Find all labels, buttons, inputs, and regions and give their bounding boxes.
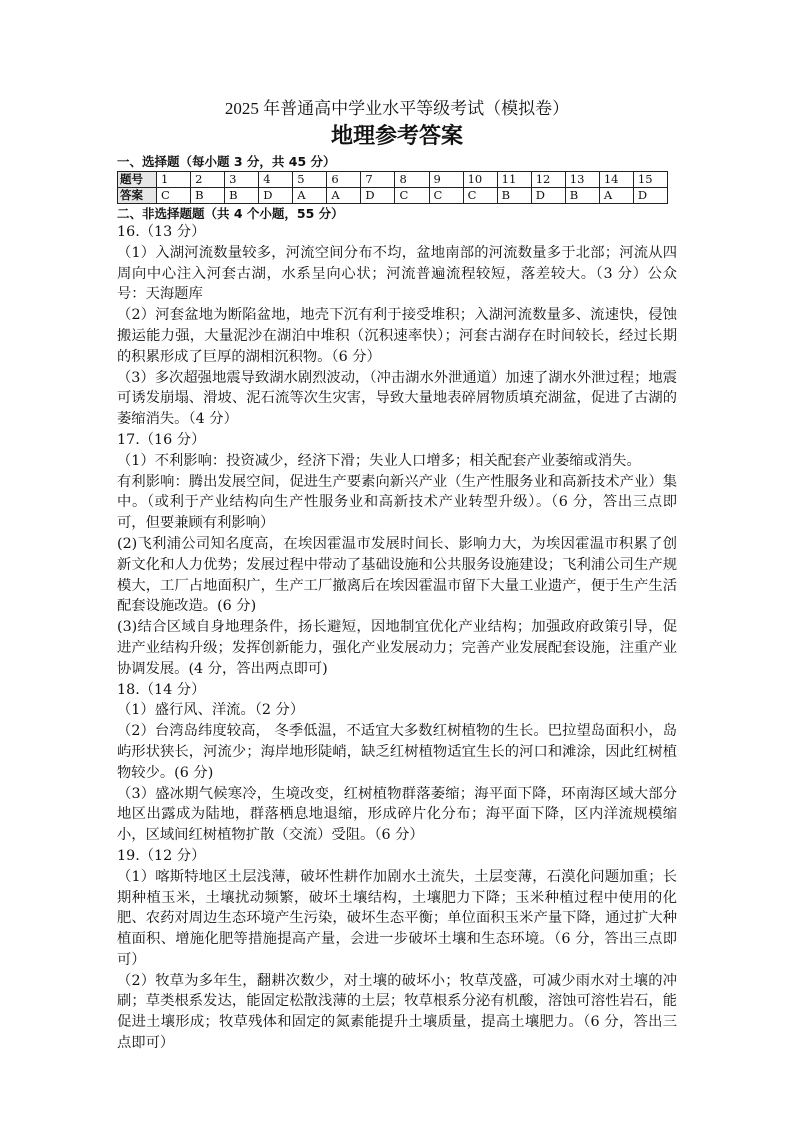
answer-paragraph: (2)飞利浦公司知名度高，在埃因霍温市发展时间长、影响力大，为埃因霍温市积累了创新文化和人力优势；发展过程中带动了基础设施和公共服务设施建设；飞利浦公司生产规模大，工厂占地面积广，生产工厂撤离后在埃因霍温市留下大量工业遗产，便于生产生活配套设施改造。(6 分) xyxy=(117,535,677,615)
section2-heading: 二、非选择题题（共 4 个小题，55 分） xyxy=(117,206,344,221)
answer-body xyxy=(117,222,677,1054)
table-cell: D xyxy=(259,188,293,204)
table-cell: 4 xyxy=(259,172,293,188)
table-cell: 10 xyxy=(463,172,497,188)
answer-table xyxy=(117,171,668,204)
table-cell: B xyxy=(497,188,531,204)
table-cell: 8 xyxy=(395,172,429,188)
table-cell: 12 xyxy=(531,172,565,188)
table-cell: D xyxy=(361,188,395,204)
question-number-row xyxy=(118,172,668,188)
question-16-heading: 16.（13 分） xyxy=(117,224,206,240)
table-cell: 6 xyxy=(327,172,361,188)
table-cell: A xyxy=(327,188,361,204)
answer-paragraph: （1）盛行风、洋流。（2 分） xyxy=(117,702,305,719)
table-cell: D xyxy=(531,188,565,204)
table-cell: 14 xyxy=(599,172,633,188)
table-cell: B xyxy=(225,188,259,204)
page-title: 地理参考答案 xyxy=(330,124,463,149)
answer-paragraph: （1）不利影响：投资减少，经济下滑；失业人口增多；相关配套产业萎缩或消失。 xyxy=(117,452,641,469)
table-cell: D xyxy=(633,188,667,204)
row-header-question: 题号 xyxy=(118,172,157,188)
question-18-heading: 18.（14 分） xyxy=(117,681,206,698)
answer-paragraph: （3）盛冰期气候寒冷，生境改变，红树植物群落萎缩；海平面下降，环南海区域大部分地区出露成为陆地，群落栖息地退缩，形成碎片化分布；海平面下降，区内洋流规模缩小，区域间红树植物扩散（交流）受阻。（6 分） xyxy=(117,785,677,844)
table-cell: B xyxy=(565,188,599,204)
table-cell: C xyxy=(157,188,191,204)
table-cell: C xyxy=(429,188,463,204)
table-cell: 15 xyxy=(633,172,667,188)
table-cell: 2 xyxy=(191,172,225,188)
table-cell: C xyxy=(463,188,497,204)
answer-paragraph: （2）台湾岛纬度较高， 冬季低温，不适宜大多数红树植物的生长。巴拉望岛面积小，岛屿形状狭长，河流少；海岸地形陡峭，缺乏红树植物适宜生长的河口和滩涂，因此红树植物较少。(6 分) xyxy=(117,723,677,781)
table-cell: 11 xyxy=(497,172,531,188)
answer-paragraph: （2）河套盆地为断陷盆地，地壳下沉有利于接受堆积；入湖河流数量多、流速快，侵蚀搬运能力强，大量泥沙在湖泊中堆积（沉积速率快）；河套古湖存在时间较长，经过长期的积累形成了巨厚的湖相沉积物。（6 分） xyxy=(117,307,677,365)
table-cell: A xyxy=(293,188,327,204)
answer-paragraph: （3）多次超强地震导致湖水剧烈波动，（冲击湖水外泄通道）加速了湖水外泄过程；地震可诱发崩塌、滑坡、泥石流等次生灾害，导致大量地表碎屑物质填充湖盆，促进了古湖的萎缩消失。（4 分） xyxy=(117,369,677,428)
answer-sheet xyxy=(117,96,677,1054)
table-cell: 5 xyxy=(293,172,327,188)
section1-heading: 一、选择题（每小题 3 分，共 45 分） xyxy=(117,154,336,169)
table-cell: A xyxy=(599,188,633,204)
table-cell: 7 xyxy=(361,172,395,188)
answer-paragraph: （2）牧草为多年生，翻耕次数少，对土壤的破坏小；牧草茂盛，可减少雨水对土壤的冲刷；草类根系发达，能固定松散浅薄的土层；牧草根系分泌有机酸，溶蚀可溶性岩石，能促进土壤形成；牧草残体和固定的氮素能提升土壤质量，提高土壤肥力。（6 分，答出三点即可） xyxy=(117,972,677,1052)
table-cell: 3 xyxy=(225,172,259,188)
question-19-heading: 19.（12 分） xyxy=(117,847,206,864)
answer-paragraph: (3)结合区域自身地理条件，扬长避短，因地制宜优化产业结构；加强政府政策引导，促进产业结构升级；发挥创新能力，强化产业发展动力；完善产业发展配套设施，注重产业协调发展。(4 分，答出两点即可) xyxy=(117,619,677,677)
table-cell: 9 xyxy=(429,172,463,188)
answer-paragraph: 有利影响：腾出发展空间，促进生产要素向新兴产业（生产性服务业和高新技术产业）集中。（或利于产业结构向生产性服务业和高新技术产业转型升级）。（6 分，答出三点即可，但要兼顾有利影响） xyxy=(117,473,677,532)
question-17-heading: 17.（16 分） xyxy=(117,431,206,448)
table-cell: 13 xyxy=(565,172,599,188)
table-cell: C xyxy=(395,188,429,204)
table-cell: 1 xyxy=(157,172,191,188)
row-header-answer: 答案 xyxy=(118,188,157,204)
table-cell: B xyxy=(191,188,225,204)
answer-paragraph: （1）入湖河流数量较多，河流空间分布不均，盆地南部的河流数量多于北部；河流从四周向中心注入河套古湖，水系呈向心状；河流普遍流程较短，落差较大。（3 分）公众号：天海题库 xyxy=(117,244,677,303)
answer-row xyxy=(118,188,668,204)
answer-paragraph: （1）喀斯特地区土层浅薄，破坏性耕作加剧水土流失，土层变薄，石漠化问题加重；长期种植玉米，土壤扰动频繁，破坏土壤结构，土壤肥力下降；玉米种植过程中使用的化肥、农药对周边生态环境产生污染，破坏生态平衡；单位面积玉米产量下降，通过扩大种植面积、增施化肥等措施提高产量，会进一步破坏土壤和生态环境。（6 分，答出三点即可） xyxy=(117,868,677,968)
exam-title: 2025 年普通高中学业水平等级考试（模拟卷） xyxy=(224,99,570,118)
